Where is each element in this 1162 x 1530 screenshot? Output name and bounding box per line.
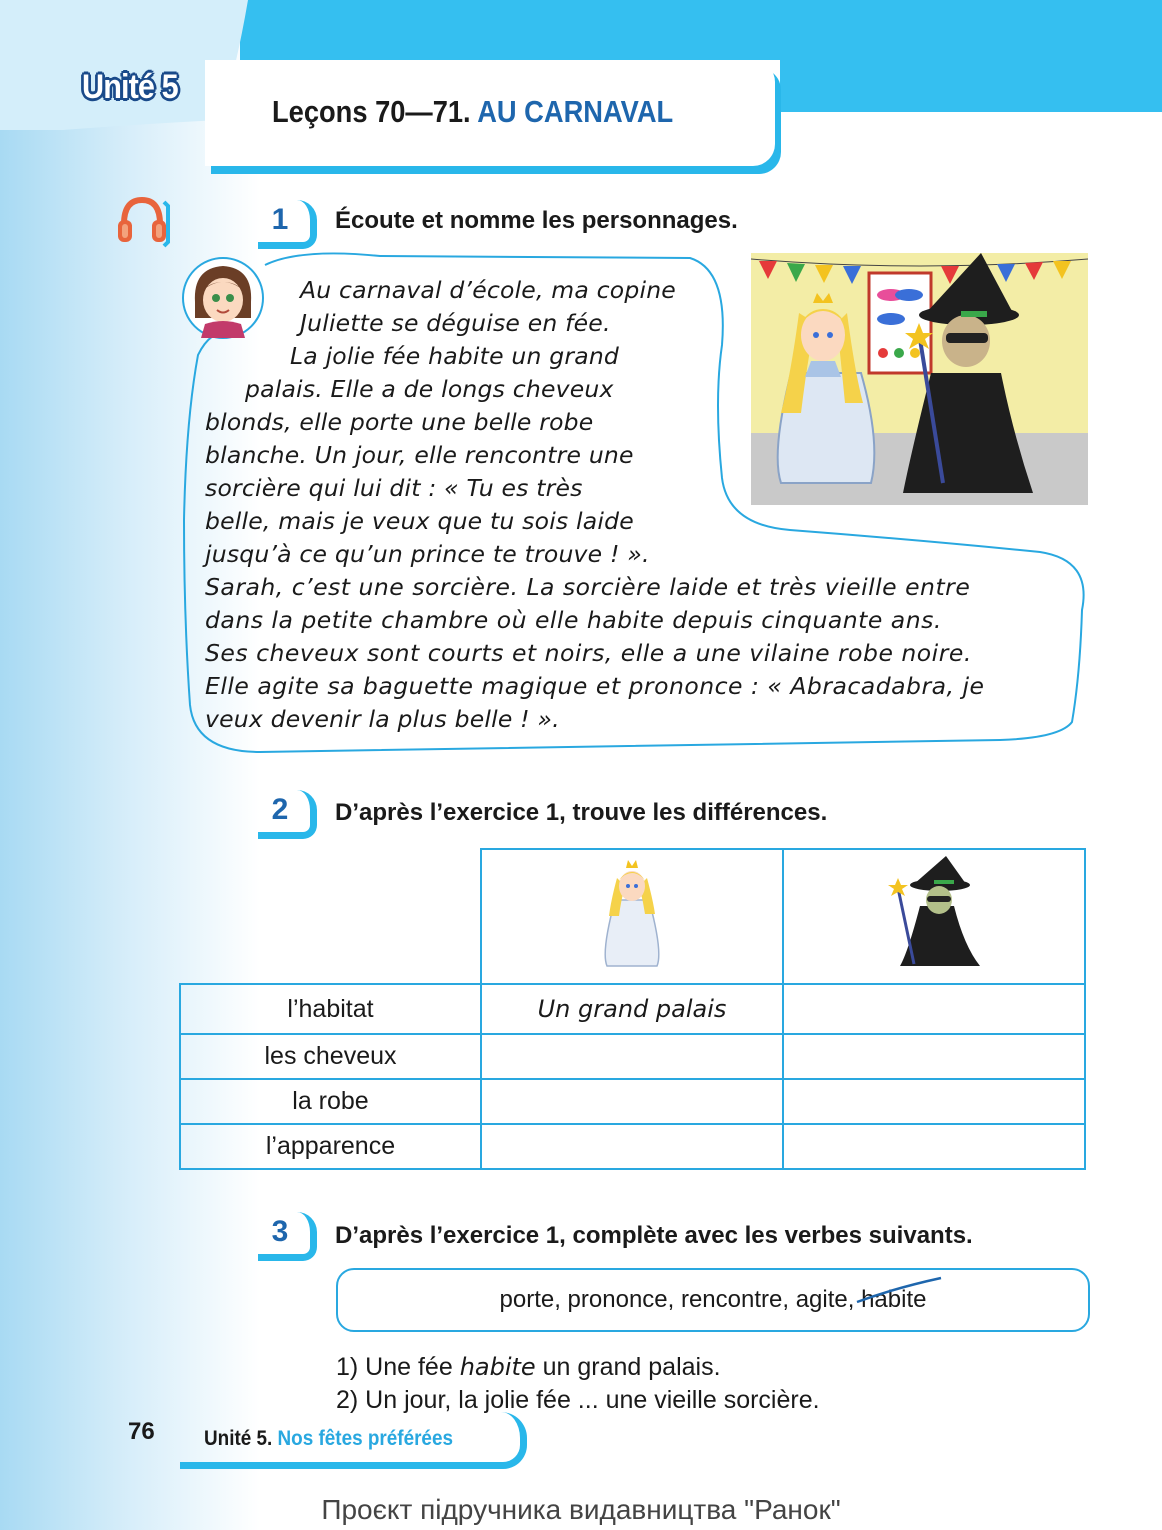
verb-list: porte, prononce, rencontre, agite, bbox=[499, 1286, 855, 1313]
exercise-1-title: Écoute et nomme les personnages. bbox=[335, 207, 738, 234]
fairy-answer-cell[interactable]: Un grand palais bbox=[481, 984, 783, 1034]
lessons-label: Leçons 70—71. bbox=[272, 94, 471, 129]
answer-verb: habite bbox=[459, 1353, 536, 1381]
row-label: l’habitat bbox=[180, 984, 481, 1034]
publisher-note: Проєкт підручника видавництва "Ранок" bbox=[321, 1494, 841, 1525]
fairy-answer-cell[interactable] bbox=[481, 1034, 783, 1079]
exercise-3-title: D’après l’exercice 1, complète avec les verbes suivants. bbox=[335, 1222, 973, 1249]
carnival-illustration bbox=[751, 253, 1088, 505]
unit-badge: Unité 5 bbox=[82, 68, 178, 106]
fairy-icon bbox=[597, 856, 667, 971]
page-number: 76 bbox=[128, 1418, 155, 1445]
story-line: belle, mais je veux que tu sois laide bbox=[205, 507, 634, 535]
fairy-column-header bbox=[481, 849, 783, 984]
differences-table bbox=[179, 848, 1086, 1170]
table-row bbox=[180, 1079, 1085, 1124]
lesson-topic: AU CARNAVAL bbox=[477, 94, 674, 129]
witch-column-header bbox=[783, 849, 1085, 984]
story-line: sorcière qui lui dit : « Tu es très bbox=[205, 474, 583, 502]
sentence-1: 1) Une fée habite un grand palais. bbox=[336, 1353, 721, 1381]
footer-unit: Unité 5. Nos fêtes préférées bbox=[204, 1427, 453, 1450]
story-line: Sarah, c’est une sorcière. La sorcière laide et très vieille entre bbox=[205, 573, 971, 601]
table-row bbox=[180, 1124, 1085, 1169]
story-line: Elle agite sa baguette magique et prononce : « Abracadabra, je bbox=[205, 672, 985, 700]
fairy-answer-cell[interactable] bbox=[481, 1079, 783, 1124]
exercise-2-title: D’après l’exercice 1, trouve les différences. bbox=[335, 799, 828, 826]
story-line: blanche. Un jour, elle rencontre une bbox=[205, 441, 634, 469]
witch-icon bbox=[884, 856, 984, 971]
row-label: la robe bbox=[180, 1079, 481, 1124]
table-row bbox=[180, 984, 1085, 1034]
story-line: blonds, elle porte une belle robe bbox=[205, 408, 594, 436]
story-line: dans la petite chambre où elle habite depuis cinquante ans. bbox=[205, 606, 942, 634]
story-line: palais. Elle a de longs cheveux bbox=[245, 375, 614, 403]
witch-answer-cell[interactable] bbox=[783, 984, 1085, 1034]
exercise-3-number: 3 bbox=[256, 1212, 304, 1256]
verb-list-box bbox=[336, 1268, 1090, 1332]
witch-answer-cell[interactable] bbox=[783, 1124, 1085, 1169]
sentence-2: 2) Un jour, la jolie fée ... une vieille sorcière. bbox=[336, 1386, 820, 1414]
story-line: Juliette se déguise en fée. bbox=[300, 309, 611, 337]
girl-avatar-icon bbox=[179, 256, 271, 342]
exercise-1-number: 1 bbox=[256, 200, 304, 244]
story-line: Au carnaval d’école, ma copine bbox=[300, 276, 676, 304]
witch-answer-cell[interactable] bbox=[783, 1079, 1085, 1124]
crossed-verb: habite bbox=[861, 1286, 926, 1313]
footer-unit-title: Nos fêtes préférées bbox=[277, 1427, 453, 1450]
table-empty-corner bbox=[180, 849, 481, 984]
witch-answer-cell[interactable] bbox=[783, 1034, 1085, 1079]
row-label: l’apparence bbox=[180, 1124, 481, 1169]
story-line: La jolie fée habite un grand bbox=[290, 342, 620, 370]
table-row bbox=[180, 1034, 1085, 1079]
story-line: Ses cheveux sont courts et noirs, elle a une vilaine robe noire. bbox=[205, 639, 972, 667]
story-line: veux devenir la plus belle ! ». bbox=[205, 705, 560, 733]
fairy-answer-cell[interactable] bbox=[481, 1124, 783, 1169]
exercise-2-number: 2 bbox=[256, 790, 304, 834]
story-line: jusqu’à ce qu’un prince te trouve ! ». bbox=[205, 540, 650, 568]
strike-mark bbox=[855, 1272, 945, 1312]
row-label: les cheveux bbox=[180, 1034, 481, 1079]
